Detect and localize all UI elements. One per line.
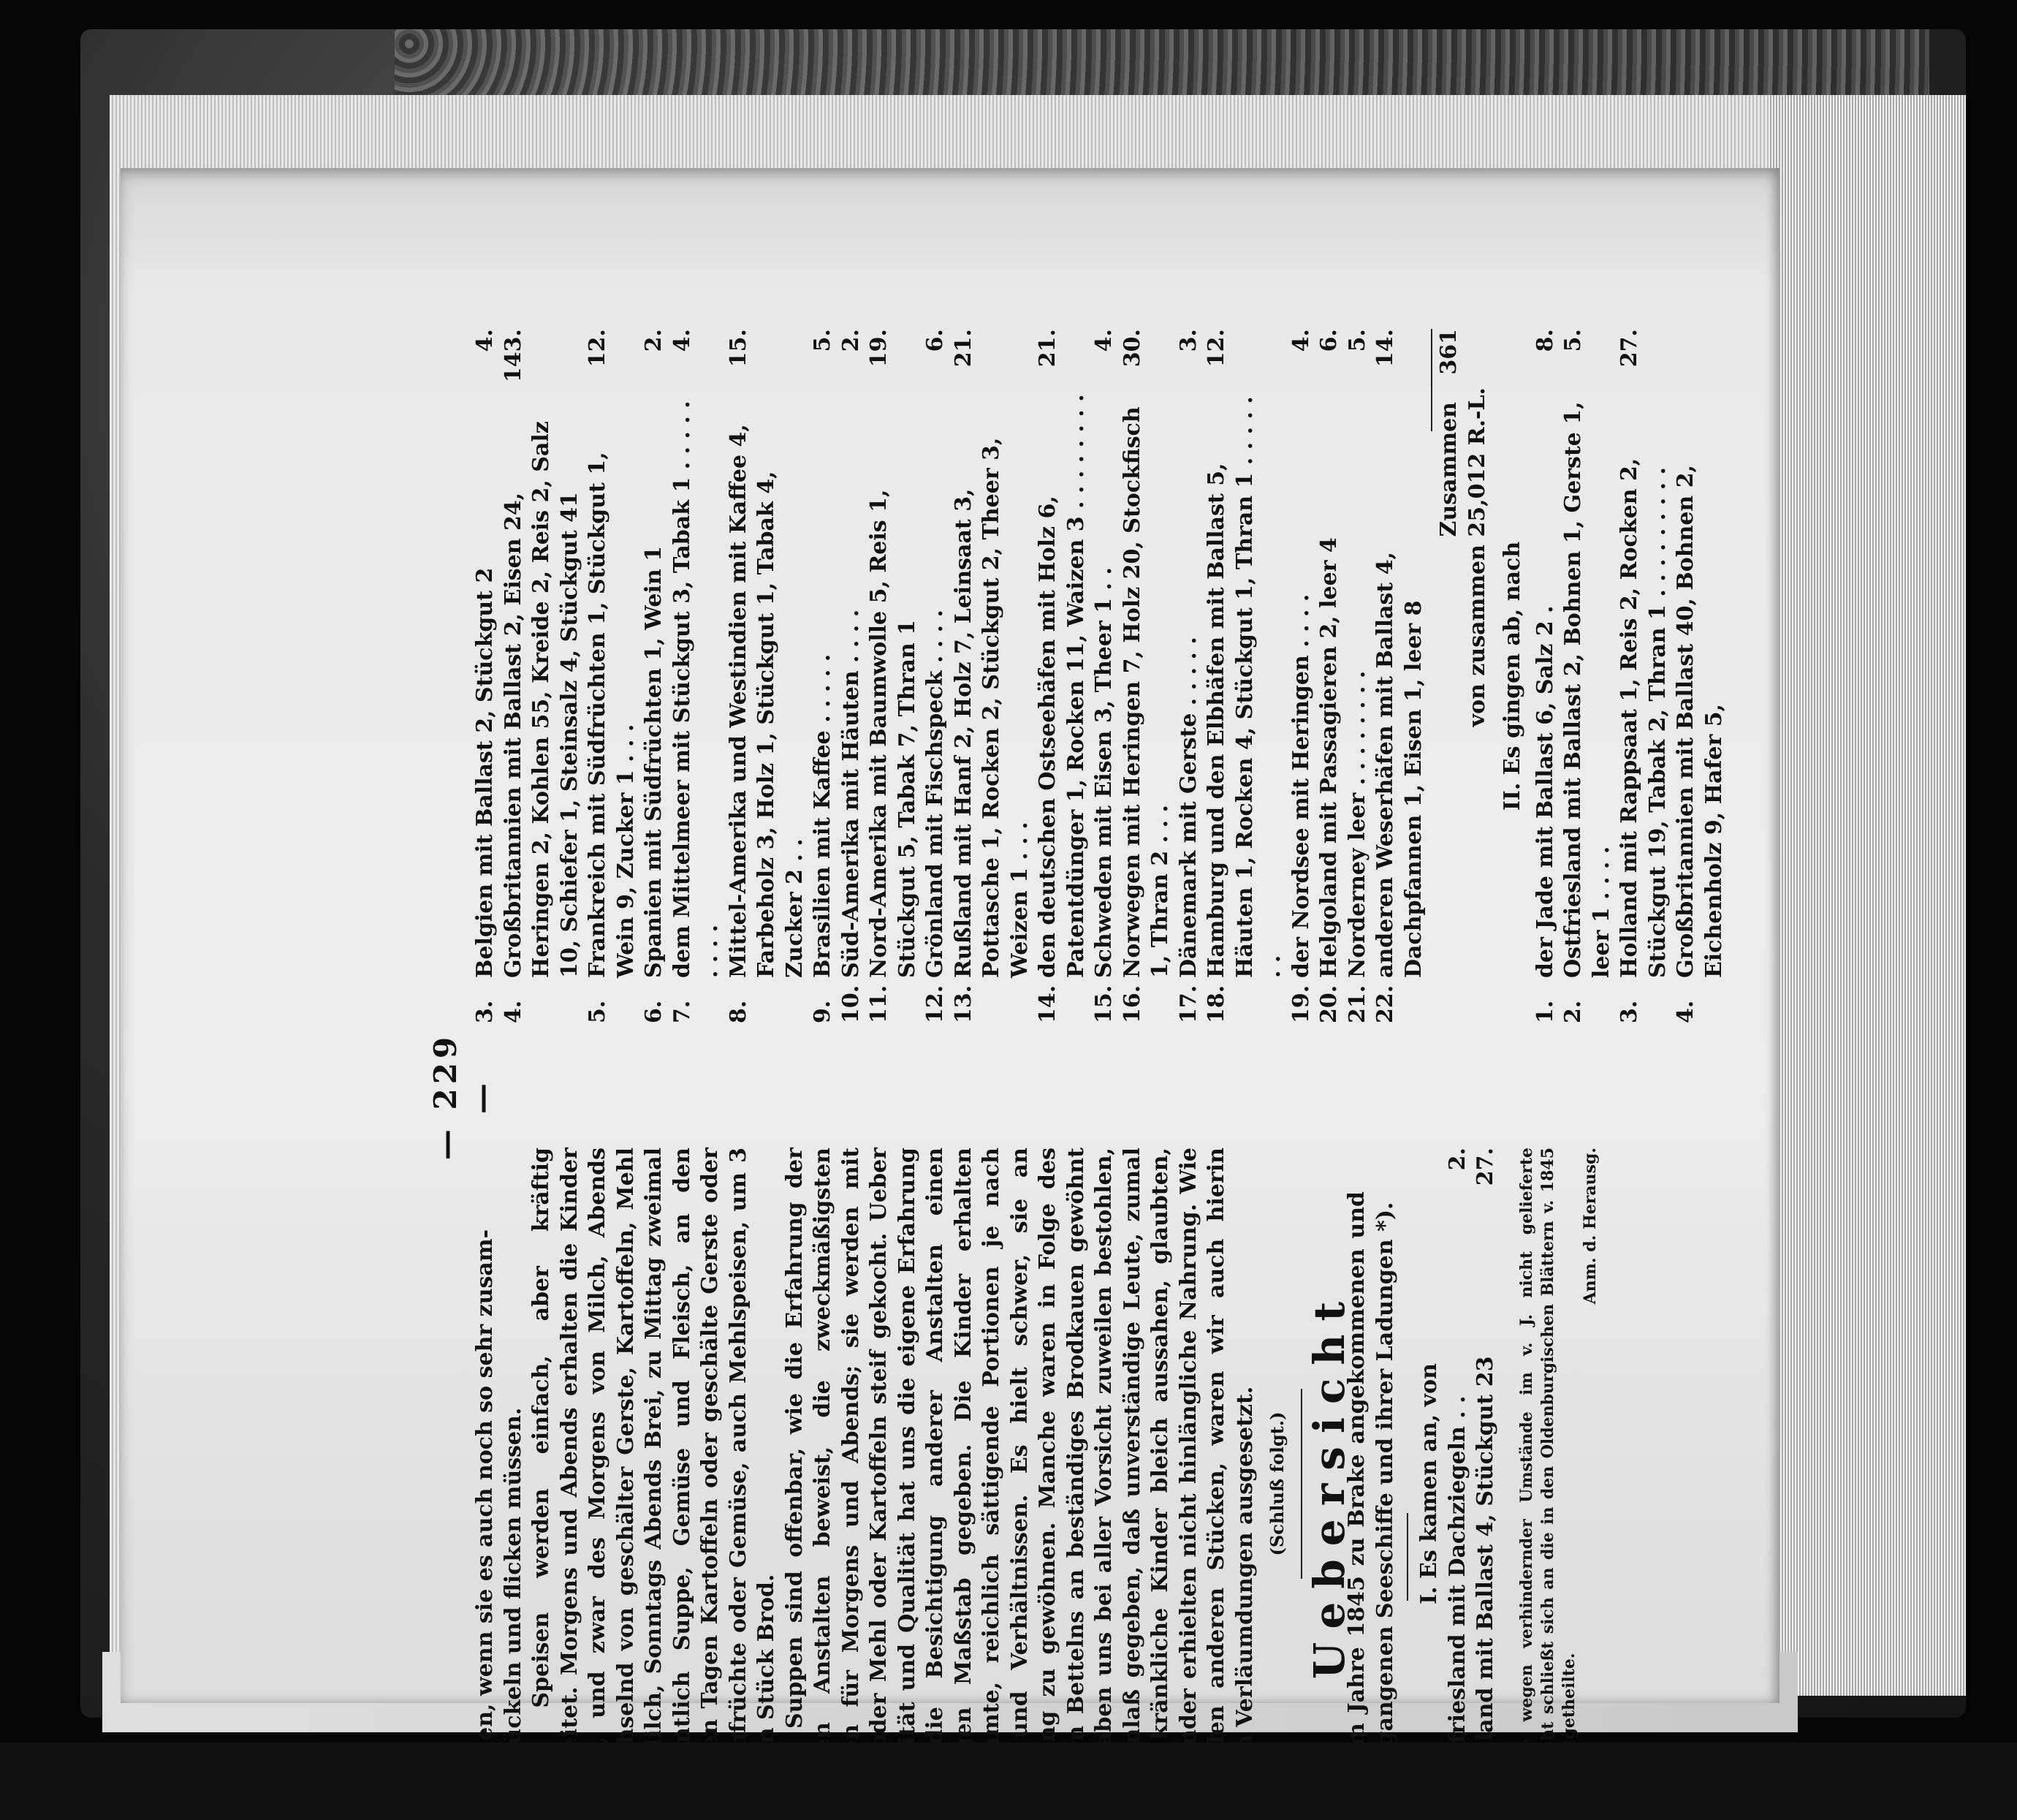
row-value: 30.	[1119, 329, 1145, 368]
row-text: Helgoland mit Passagieren 2, leer 4	[1316, 537, 1342, 978]
total-rule	[1431, 329, 1432, 431]
row-number: 4.	[500, 1000, 526, 1023]
arrival-row	[922, 329, 950, 1023]
row-number: 20.	[1316, 985, 1342, 1023]
row-text: Mittel-Amerika und Westindien mit Kaffee 4, Farbeholz 3, Holz 1, Stückgut 1, Tabak 4, Zucker 2 . .	[725, 424, 808, 978]
paragraph-continued-line-1: schämen, wenn sie es auch noch so sehr zusam-	[472, 1229, 498, 1820]
overview-heading: Uebersicht	[1304, 1288, 1354, 1680]
row-value: 4.	[669, 329, 695, 352]
row-value: 4.	[472, 329, 498, 352]
arrival-row	[809, 329, 837, 1023]
tonnage-total: von zusammen 25,012 R.-L.	[1464, 387, 1490, 727]
row-text: Brasilien mit Kaffee . . . . .	[810, 653, 835, 978]
overview-subheading: der im Jahre 1845 zu Brake angekommenen und abgegangenen Seeschiffe und ihrer Ladungen *).	[1344, 1191, 1398, 1805]
row-text: Nord-Amerika mit Baumwolle 5, Reis 1, Stückgut 5, Tabak 7, Thran 1	[866, 489, 920, 978]
row-value: 8.	[1532, 329, 1558, 352]
row-value: 27.	[1617, 329, 1642, 368]
arrival-row	[471, 329, 500, 1023]
separator-rule	[1301, 1389, 1302, 1579]
row-value: 5.	[1344, 329, 1370, 352]
row-text: Spanien mit Südfrüchten 1, Wein 1	[641, 546, 666, 978]
arrival-row	[1203, 329, 1288, 1023]
departure-row	[1616, 329, 1672, 1023]
continued-note: (Schluß folgt.)	[1266, 1411, 1288, 1556]
arrival-row	[584, 329, 640, 1023]
departure-row	[1532, 329, 1560, 1023]
arrival-row	[1288, 329, 1316, 1023]
row-text: Frankreich mit Südfrüchten 1, Stückgut 1, Wein 9, Zucker 1 . . .	[585, 452, 639, 978]
arrival-row	[1034, 329, 1090, 1023]
row-number: 17.	[1175, 985, 1201, 1023]
arrival-row	[865, 329, 922, 1023]
row-text: Großbritannien mit Ballast 2, Eisen 24, Heringen 2, Kohlen 55, Kreide 2, Reis 2, Salz 10, Schiefer 1, Steinsalz 4, Stückgut 41	[500, 421, 582, 978]
arrival-row	[1444, 1148, 1473, 1820]
arrival-row	[1175, 329, 1204, 1023]
row-value: 6.	[922, 329, 948, 352]
row-value: 12.	[585, 329, 610, 368]
row-number: 18.	[1204, 985, 1229, 1023]
row-number: 2.	[1560, 1000, 1586, 1023]
arrival-row	[1090, 329, 1119, 1023]
departure-row	[1560, 329, 1616, 1023]
row-text: anderen Weserhäfen mit Ballast 4, Dachpfannen 1, Eisen 1, leer 8	[1372, 551, 1427, 978]
total-label: Zusammen	[1436, 402, 1462, 537]
row-text: Norderney leer . . . . . . . .	[1344, 670, 1370, 978]
row-value: 12.	[1204, 329, 1229, 368]
row-value: 21.	[1035, 329, 1060, 368]
page-number: — 229 —	[428, 1032, 499, 1161]
row-number: 3.	[472, 1000, 498, 1023]
arrival-row	[837, 329, 866, 1023]
row-number: 6.	[641, 1000, 666, 1023]
departure-row	[1672, 329, 1728, 1023]
arrival-row	[725, 329, 810, 1023]
row-number: 9.	[810, 1000, 835, 1023]
separator-short-rule	[1407, 1513, 1408, 1601]
row-text: Süd-Amerika mit Häuten . . . .	[837, 609, 864, 978]
row-number: 15.	[1091, 985, 1117, 1023]
paragraph-food: Die Speisen werden einfach, aber kräftig zubereitet. Morgens und Abends erhalten die Kinder Suppe, und zwar des Morgens von Milch, Abends abwechselnd von geschälter Gerste, Kartoffeln, Mehl und Milch, Sonntags Abends Brei, zu Mittag zweimal wöchentlich Suppe, Gemüse und Fleisch, an den anderen Tagen Kartoffeln oder geschälte Gerste oder Hülsenfrüchte oder Gemüse, auch Mehlspeisen, um 3 Uhr ein Stück Brod.	[528, 1148, 779, 1820]
row-number: 14.	[1035, 985, 1060, 1023]
rotated-page-content	[238, 329, 1845, 1820]
row-text: Ostfriesland mit Dachziegeln . .	[1444, 1395, 1470, 1785]
row-value: 5.	[1560, 329, 1586, 352]
row-text: Großbritannien mit Ballast 40, Bohnen 2, Eichenholz 9, Hafer 5,	[1673, 464, 1727, 978]
arrival-row	[1372, 329, 1428, 1023]
row-text: Holland mit Ballast 4, Stückgut 23	[1473, 1356, 1498, 1785]
arrival-row	[1344, 329, 1372, 1023]
row-value: 15.	[725, 329, 751, 368]
row-text: Holland mit Rappsaat 1, Reis 2, Rocken 2, Stückgut 19, Tabak 2, Thran 1 . . . . . . . . .	[1617, 458, 1671, 978]
row-number: 4.	[1673, 1000, 1698, 1023]
row-text: Norwegen mit Heringen 7, Holz 20, Stockfisch 1, Thran 2 . . .	[1119, 406, 1173, 978]
row-number: 11.	[866, 985, 892, 1023]
row-text: der Jade mit Ballast 6, Salz 2 .	[1532, 605, 1558, 978]
section-two-heading: II. Es gingen ab, nach	[1500, 541, 1525, 811]
right-column	[471, 329, 1728, 1023]
row-number: 1.	[1444, 1797, 1470, 1820]
row-value: 14.	[1372, 329, 1398, 368]
arrival-row	[640, 329, 669, 1023]
total-value: 361	[1436, 329, 1462, 375]
row-number: 2.	[1473, 1797, 1498, 1820]
row-text: den deutschen Ostseehäfen mit Holz 6, Patentdünger 1, Rocken 11, Waizen 3 . . . . . . . .	[1035, 394, 1089, 978]
book-page	[121, 168, 1779, 1820]
row-text: Grönland mit Fischspeck . . . .	[922, 610, 948, 978]
arrival-row	[1315, 329, 1344, 1023]
paragraph-continued-line-2: menstückeln und flicken müssen.	[500, 1407, 526, 1820]
arrival-row	[1472, 1148, 1500, 1820]
row-text: Ostfriesland mit Ballast 2, Bohnen 1, Gerste 1, leer 1 . . . .	[1560, 401, 1614, 978]
footnote-sign: Anm. d. Herausg.	[1580, 1148, 1600, 1305]
row-number: 22.	[1372, 985, 1398, 1023]
footnote: *) Diese wegen verhindernder Umstände im v. J. nicht gelieferte Uebersicht schließt sich an die in den Oldenburgischen Blättern v. 1845 S. 95 mitgetheilte.	[1516, 1148, 1579, 1820]
row-number: 3.	[1617, 1000, 1642, 1023]
row-number: 10.	[837, 985, 864, 1023]
row-number: 19.	[1288, 985, 1314, 1023]
row-value: 2.	[641, 329, 666, 352]
row-value: 4.	[1288, 329, 1314, 352]
left-column	[471, 1148, 1601, 1820]
row-number: 12.	[922, 985, 948, 1023]
arrival-row	[950, 329, 1035, 1023]
row-text: Schweden mit Eisen 3, Theer 1 . .	[1091, 567, 1117, 978]
paragraph-soups: Die Suppen sind offenbar, wie die Erfahrung der meisten Anstalten beweist, die zweckmäßigsten Speisen für Morgens und Abends; sie werden mit Brod oder Mehl oder Kartoffeln steif gekocht. Ueber Quantität und Qualität hat uns die eigene Erfahrung und die Besichtigung anderer Anstalten einen richtigen Maßstab gegeben. Die Kinder erhalten bestimmte, reichlich sättigende Portionen je nach Alter und Verhältnissen. Es hielt schwer, sie an Ordnung zu gewöhnen. Manche waren in Folge des frühern Bettelns an beständiges Brodkauen gewöhnt und haben uns bei aller Vorsicht zuweilen bestohlen, und Anlaß gegeben, daß unverständige Leute, zumal wenn kränkliche Kinder bleich aussahen, glaubten, die Kinder erhielten nicht hinlängliche Nahrung. Wie in vielen anderen Stücken, waren wir auch hierin bittern Verläumdungen ausgesetzt.	[781, 1148, 1258, 1820]
row-value: 3.	[1175, 329, 1201, 352]
row-value: 5.	[810, 329, 835, 352]
total-row	[1435, 329, 1464, 1023]
row-number: 21.	[1344, 985, 1370, 1023]
row-text: Dänemark mit Gerste . . . . .	[1175, 637, 1201, 978]
row-number: 1.	[1532, 1000, 1558, 1023]
row-number: 16.	[1119, 985, 1145, 1023]
row-text: dem Mittelmeer mit Stückgut 3, Tabak 1 . . . . . . . . .	[669, 401, 723, 978]
row-number: 5.	[585, 1000, 610, 1023]
arrival-row	[669, 329, 725, 1023]
arrival-row	[500, 329, 585, 1023]
row-value: 6.	[1316, 329, 1342, 352]
row-value: 19.	[866, 329, 892, 368]
arrival-row	[1119, 329, 1175, 1023]
row-value: 27.	[1473, 1148, 1498, 1186]
row-value: 2.	[837, 329, 864, 352]
row-value: 4.	[1091, 329, 1117, 352]
row-value: 143.	[500, 329, 526, 383]
row-number: 7.	[669, 1000, 695, 1023]
section-one-heading: I. Es kamen an, von	[1416, 1363, 1442, 1604]
row-value: 2.	[1444, 1148, 1470, 1171]
row-text: Belgien mit Ballast 2, Stückgut 2	[472, 567, 498, 978]
row-text: Rußland mit Hanf 2, Holz 7, Leinsaat 3, Pottasche 1, Rocken 2, Stückgut 2, Theer 3, Weizen 1 . . .	[950, 437, 1033, 978]
row-value: 21.	[950, 329, 976, 368]
row-text: der Nordsee mit Heringen . . . .	[1288, 594, 1314, 978]
row-number: 8.	[725, 1000, 751, 1023]
row-text: Hamburg und den Elbhäfen mit Ballast 5, Häuten 1, Rocken 4, Stückgut 1, Thran 1 . . . . . . .	[1204, 396, 1285, 978]
row-number: 13.	[950, 985, 976, 1023]
